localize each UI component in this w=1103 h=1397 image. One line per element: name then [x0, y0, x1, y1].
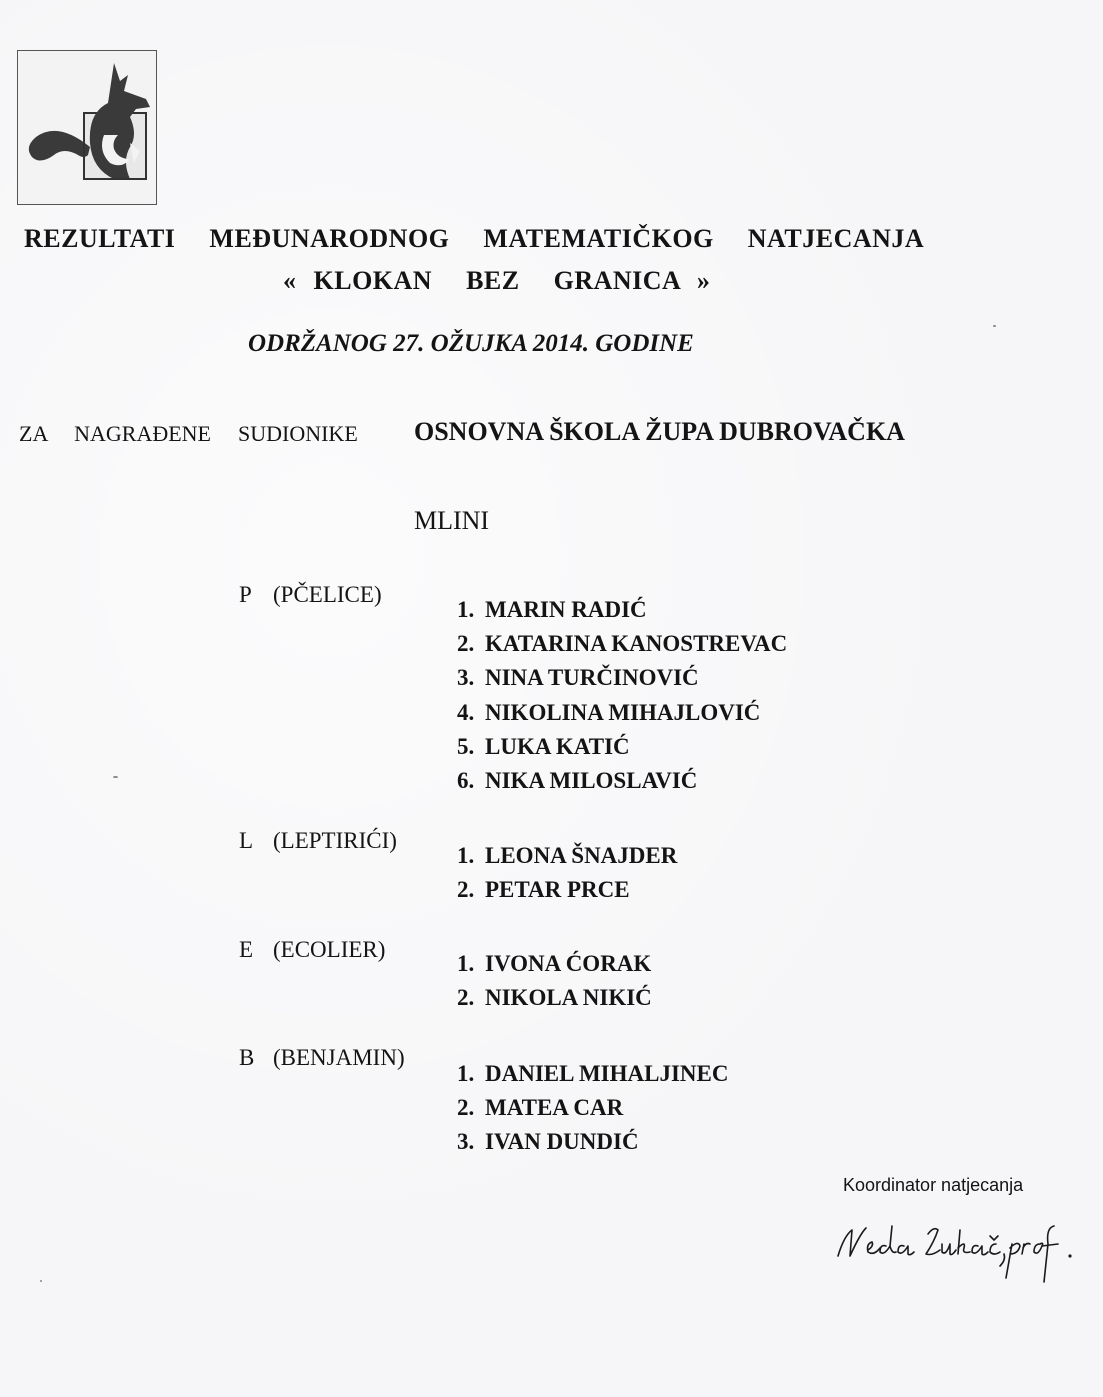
participant-rank: 6.	[457, 768, 475, 793]
participant-name: NIKOLA NIKIĆ	[485, 985, 652, 1010]
participant-row	[457, 985, 652, 1011]
category-code: B	[239, 1045, 255, 1070]
participant-row	[457, 1095, 623, 1121]
participant-rank: 2.	[457, 985, 475, 1010]
participant-rank: 1.	[457, 951, 475, 976]
participant-row	[457, 877, 630, 903]
scan-speck	[113, 776, 118, 778]
participant-name: NINA TURČINOVIĆ	[485, 665, 699, 690]
participant-rank: 1.	[457, 843, 475, 868]
signature-icon	[830, 1212, 1080, 1287]
category-code: L	[239, 828, 254, 853]
participant-rank: 2.	[457, 877, 475, 902]
title-line-2: « KLOKAN BEZ GRANICA »	[283, 266, 711, 295]
category-name: (LEPTIRIĆI)	[273, 828, 397, 853]
participant-rank: 1.	[457, 1061, 475, 1086]
category-code: P	[239, 582, 252, 607]
place-name: MLINI	[414, 506, 490, 535]
title-line-1: REZULTATI MEĐUNARODNOG MATEMATIČKOG NATJECANJA	[24, 224, 925, 253]
participant-name: NIKA MILOSLAVIĆ	[485, 768, 698, 793]
scan-speck	[993, 325, 996, 327]
participant-name: MARIN RADIĆ	[485, 597, 647, 622]
participant-rank: 3.	[457, 1129, 475, 1154]
participant-name: NIKOLINA MIHAJLOVIĆ	[485, 700, 761, 725]
participant-row	[457, 843, 677, 869]
participant-name: DANIEL MIHALJINEC	[485, 1061, 729, 1086]
participant-rank: 5.	[457, 734, 475, 759]
participant-rank: 2.	[457, 631, 475, 656]
participant-name: MATEA CAR	[485, 1095, 624, 1120]
participant-name: KATARINA KANOSTREVAC	[485, 631, 788, 656]
category-heading	[216, 802, 397, 880]
for-awarded-label: ZA NAGRAĐENE SUDIONIKE	[19, 421, 358, 446]
category-heading	[216, 911, 385, 989]
participant-row	[457, 951, 651, 977]
participant-name: LUKA KATIĆ	[485, 734, 630, 759]
participant-rank: 1.	[457, 597, 475, 622]
participant-row	[457, 768, 697, 794]
participant-name: IVAN DUNDIĆ	[485, 1129, 639, 1154]
participant-row	[457, 700, 760, 726]
participant-row	[457, 665, 699, 691]
participant-rank: 3.	[457, 665, 475, 690]
kangaroo-icon	[18, 51, 158, 206]
category-code: E	[239, 937, 254, 962]
participant-rank: 2.	[457, 1095, 475, 1120]
category-heading	[216, 1019, 405, 1097]
participant-row	[457, 1061, 728, 1087]
coordinator-label: Koordinator natjecanja	[843, 1175, 1024, 1195]
scan-speck	[40, 1280, 42, 1282]
participant-row	[457, 631, 787, 657]
category-name: (ECOLIER)	[273, 937, 386, 962]
participant-rank: 4.	[457, 700, 475, 725]
participant-row	[457, 734, 630, 760]
category-name: (BENJAMIN)	[273, 1045, 405, 1070]
participant-row	[457, 597, 647, 623]
participant-name: LEONA ŠNAJDER	[485, 843, 678, 868]
event-date-subtitle: ODRŽANOG 27. OŽUJKA 2014. GODINE	[248, 330, 694, 357]
kangaroo-logo	[17, 50, 157, 205]
handwritten-signature	[830, 1212, 1080, 1287]
category-heading	[216, 556, 382, 634]
participant-name: IVONA ĆORAK	[485, 951, 652, 976]
participant-row	[457, 1129, 639, 1155]
school-name: OSNOVNA ŠKOLA ŽUPA DUBROVAČKA	[414, 417, 905, 446]
participant-name: PETAR PRCE	[485, 877, 630, 902]
category-name: (PČELICE)	[273, 582, 382, 607]
